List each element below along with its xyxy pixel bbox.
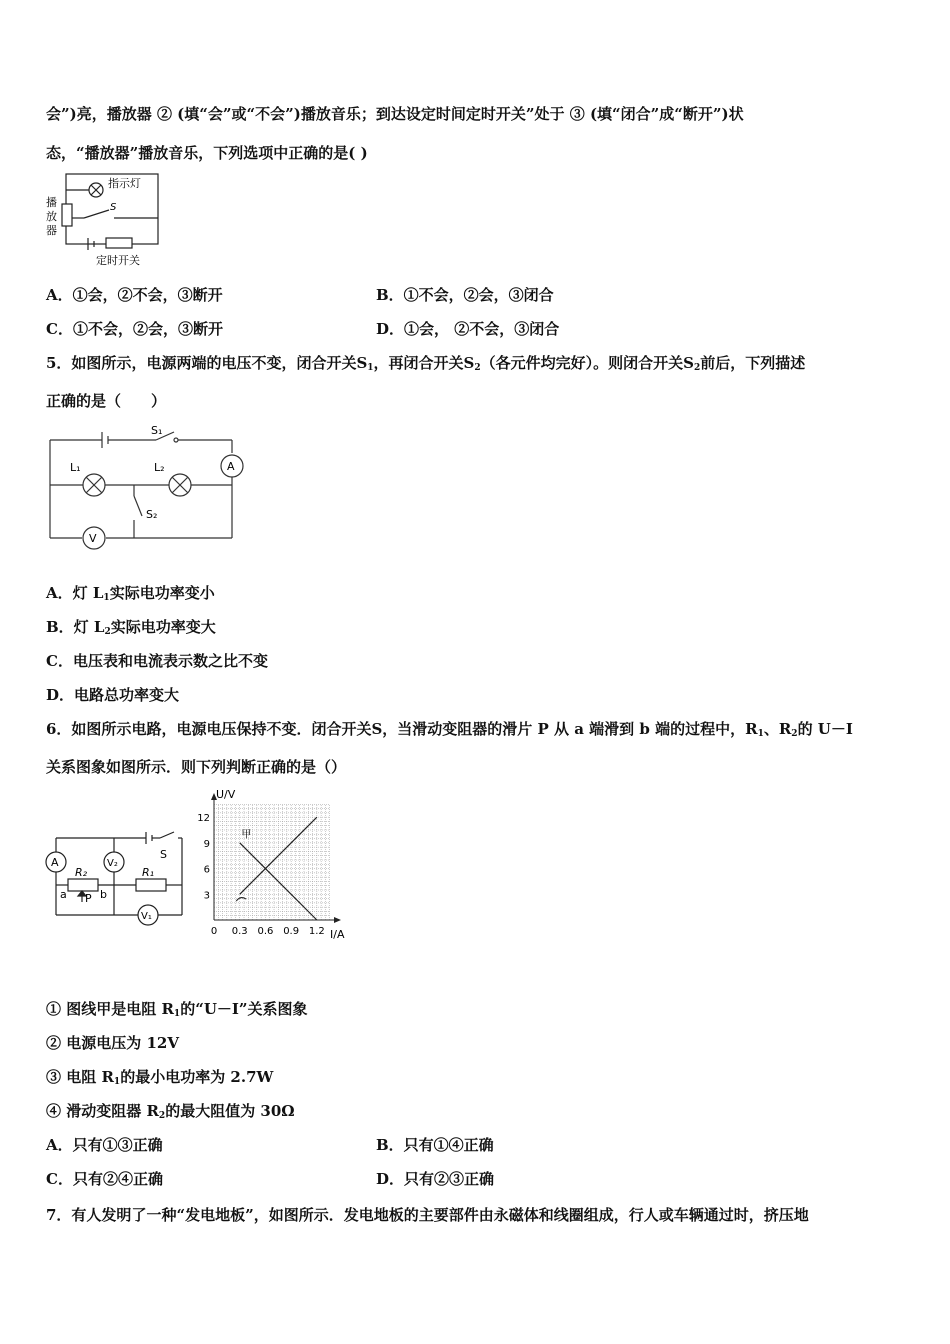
q6-label-a: a [60,888,67,901]
q5-text-line1: 5．如图所示，电源两端的电压不变，闭合开关$S_1$，再闭合开关$S_2$（各元件均完好）。则闭合开关$S_2$前后，下列描述 [46,354,806,373]
x-tick-label: 0.6 [257,926,274,937]
series-marker-arc [236,898,246,902]
q6-option-c: C．只有②④正确 [46,1170,163,1188]
label-l1: L₁ [70,461,81,474]
label-s1: S₁ [151,424,163,437]
q6-label-p: P [85,892,92,905]
y-tick-label: 12 [197,813,210,825]
q6-label-r2: R₂ [75,866,88,879]
q4-option-d: D．①会， ②不会，③闭合 [376,320,560,338]
label-indicator-lamp: 指示灯 [108,177,141,190]
y-tick-label: 3 [203,890,210,902]
q6-option-b: B．只有①④正确 [376,1136,494,1154]
q4-text-line2: 态，“播放器”播放音乐，下列选项中正确的是( ) [46,144,368,162]
q6-voltmeter-v2: V₂ [107,858,118,869]
q6-statement-3: ③ 电阻 $R_1$的最小电功率为 2.7W [46,1068,274,1087]
q6-text-line1: 6．如图所示电路，电源电压保持不变．闭合开关S，当滑动变阻器的滑片 P 从 a 端滑到 b 端的过程中，$R_1$、$R_2$的 U－I [46,720,853,739]
q6-label-r1: R₁ [142,866,155,879]
q4-option-c: C．①不会，②会，③断开 [46,320,223,338]
y-axis-label: U/V [216,788,236,801]
series-annotation-jia: 甲 [241,829,252,841]
x-tick-label: 0.9 [283,926,300,937]
label-l2: L₂ [154,461,165,474]
q6-statement-2: ② 电源电压为 12V [46,1034,179,1052]
q4-text-line1: 会”)亮，播放器 ② (填“会”或“不会”)播放音乐；到达设定时间定时开关”处于 ③ (填“闭合”成“断开”)状 [46,105,744,123]
x-tick-label: 1.2 [308,926,325,937]
q4-option-b: B．①不会，②会，③闭合 [376,286,554,304]
q5-circuit-figure [46,418,246,558]
q6-ui-chart [196,786,366,946]
q5-option-d: D．电路总功率变大 [46,686,180,704]
q6-statement-4: ④ 滑动变阻器 $R_2$的最大阻值为 30Ω [46,1102,295,1121]
voltmeter-v: V [89,532,97,545]
series-line-jia [240,843,317,920]
label-switch-s: S [110,202,117,213]
label-timer-switch: 定时开关 [96,254,140,267]
q6-circuit-figure [42,830,192,930]
q6-text-line2: 关系图象如图所示．则下列判断正确的是（） [46,758,347,776]
q7-text-line1: 7．有人发明了一种“发电地板”，如图所示．发电地板的主要部件由永磁体和线圈组成，行人或车辆通过时，挤压地 [46,1206,809,1224]
q4-circuit-figure [44,170,174,270]
q6-statement-1: ① 图线甲是电阻 $R_1$的“U－I”关系图象 [46,1000,308,1019]
q5-option-a: A．灯 $L_1$实际电功率变小 [46,584,215,603]
x-axis-arrow [334,917,341,923]
q6-label-s: S [160,848,167,861]
series-line-yi [240,817,317,894]
q6-option-a: A．只有①③正确 [46,1136,163,1154]
label-player-3: 器 [46,224,57,237]
label-player-2: 放 [46,210,57,223]
x-axis-label: I/A [330,928,345,941]
y-tick-label: 6 [203,864,210,876]
q5-option-c: C．电压表和电流表示数之比不变 [46,652,268,670]
q6-ammeter-a: A [51,856,59,869]
q6-option-d: D．只有②③正确 [376,1170,495,1188]
x-tick-label: 0 [210,926,218,937]
q6-voltmeter-v1: V₁ [141,911,152,922]
q6-label-b: b [100,888,107,901]
q5-option-b: B．灯 $L_2$实际电功率变大 [46,618,216,637]
q5-text-line2: 正确的是（ ） [46,392,167,410]
y-tick-label: 9 [203,838,210,850]
label-player-1: 播 [46,196,57,209]
q4-option-a: A．①会，②不会，③断开 [46,286,223,304]
x-tick-label: 0.3 [231,926,248,937]
label-s2: S₂ [146,508,158,521]
ammeter-a: A [227,460,235,473]
